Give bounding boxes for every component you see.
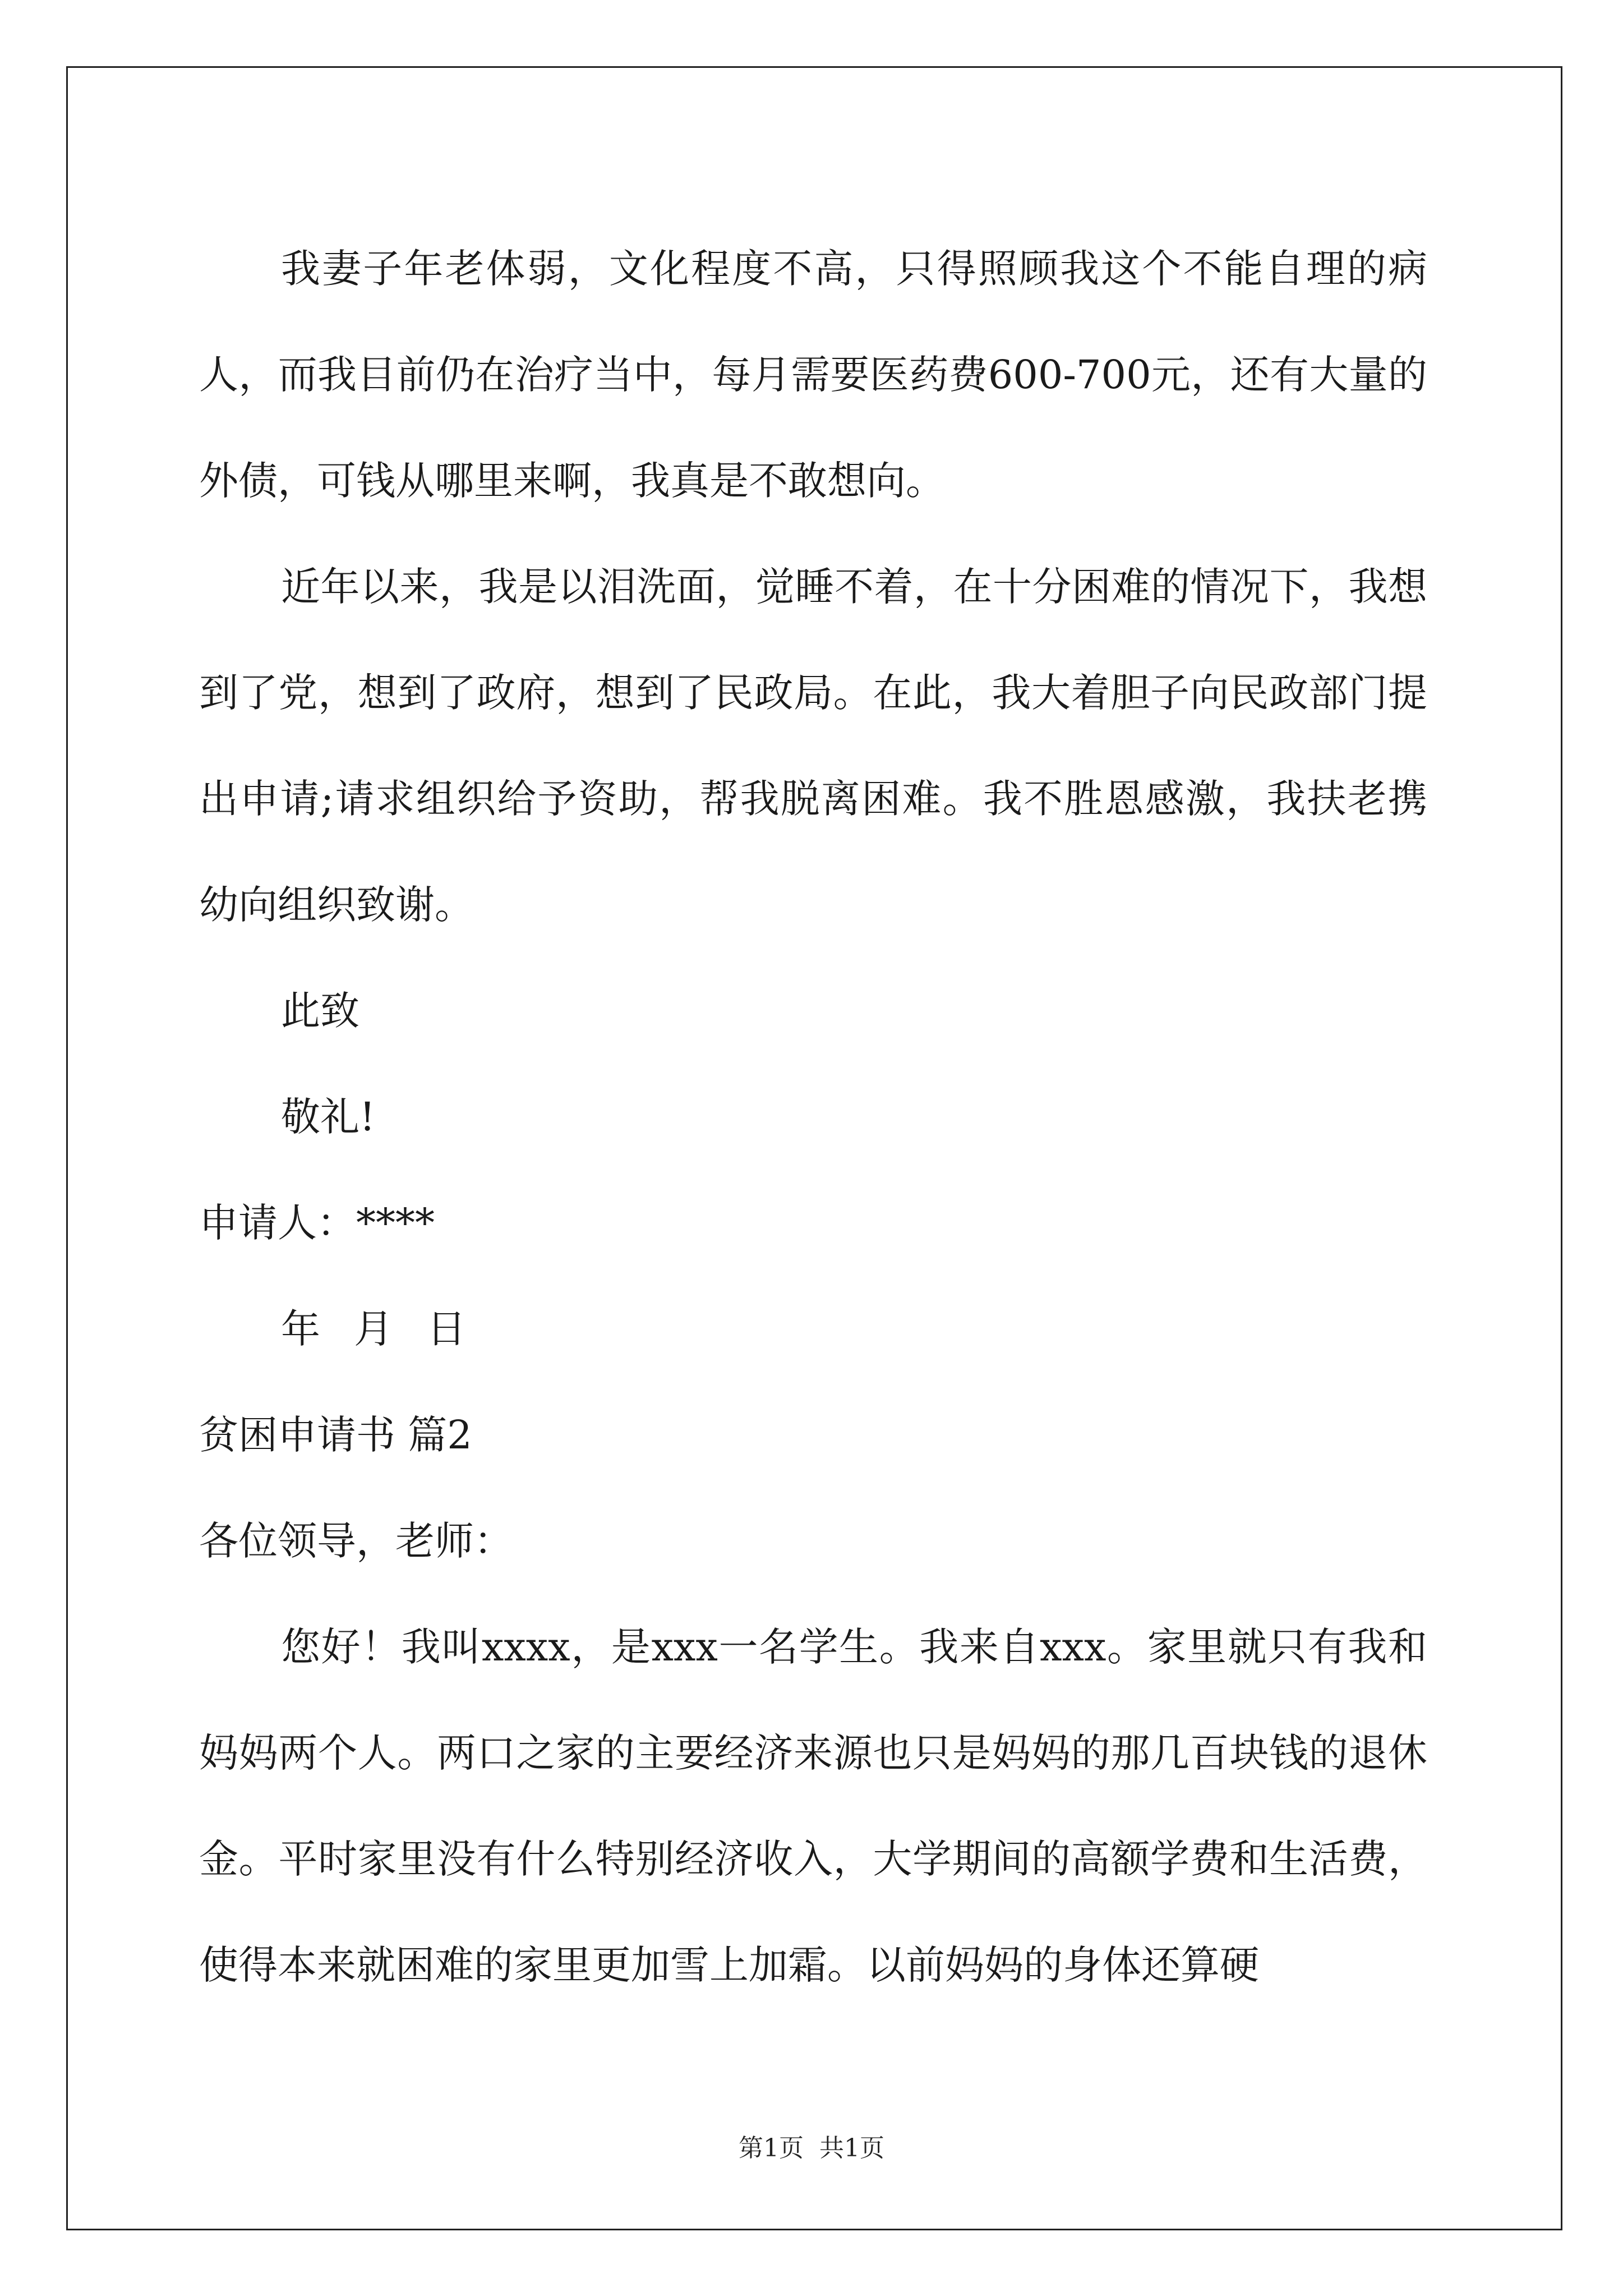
date-year: 年 [281,1306,320,1352]
date-month: 月 [354,1306,393,1352]
page-number: 第1页 [739,2134,804,2162]
paragraph-3: 您好！我叫xxxx，是xxx一名学生。我来自xxx。家里就只有我和妈妈两个人。两口之家的主要经济来源也只是妈妈的那几百块钱的退休金。平时家里没有什么特别经济收入，大学期间的高额学费和生活费，使得本来就困难的家里更加雪上加霜。以前妈妈的身体还算硬 [199,1624,1427,1988]
applicant-line: 申请人：**** [199,1200,435,1246]
date-day: 日 [427,1306,466,1352]
greeting: 各位领导，老师： [199,1518,513,1564]
date-line [199,1276,1427,1382]
page-footer [0,2132,1623,2165]
page-total: 共1页 [819,2134,884,2162]
document-body [199,216,1427,2018]
closing-salutation: 此致 [281,988,359,1034]
paragraph-1: 我妻子年老体弱，文化程度不高，只得照顾我这个不能自理的病人，而我目前仍在治疗当中，每月需要医药费600-700元，还有大量的外债，可钱从哪里来啊，我真是不敢想向。 [199,246,1427,504]
section-heading: 贫困申请书 篇2 [199,1412,472,1458]
closing-regards: 敬礼! [281,1094,376,1140]
paragraph-2: 近年以来，我是以泪洗面，觉睡不着，在十分困难的情况下，我想到了党，想到了政府，想到了民政局。在此，我大着胆子向民政部门提出申请;请求组织给予资助，帮我脱离困难。我不胜恩感激，我扶老携幼向组织致谢。 [199,564,1427,928]
